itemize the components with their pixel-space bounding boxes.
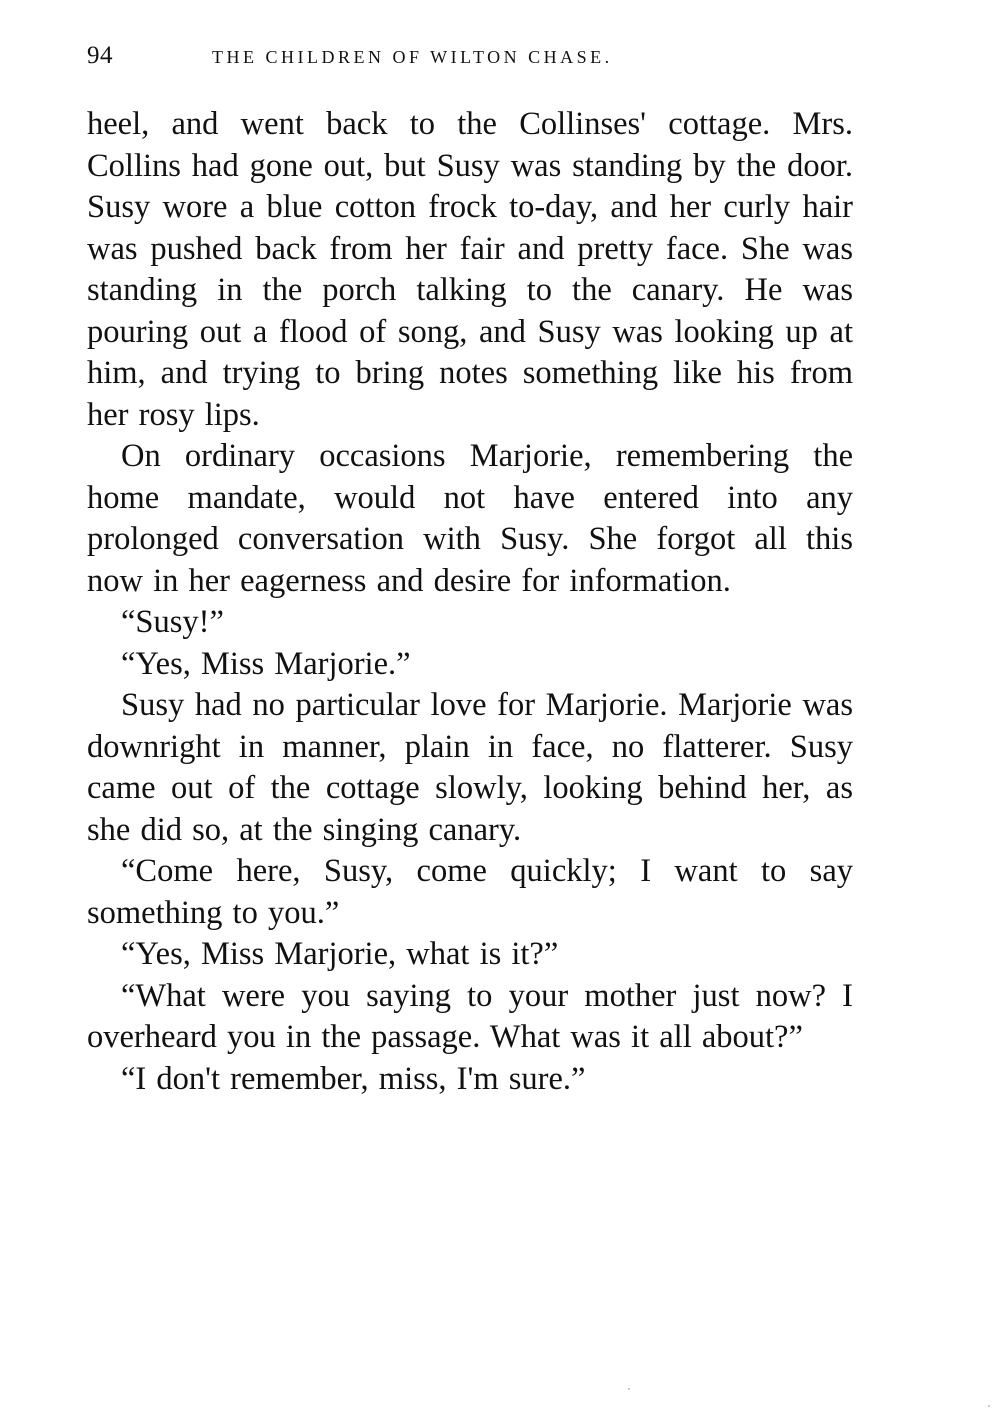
body-text — [87, 104, 853, 1100]
paragraph-susy-no-love: Susy had no particular love for Marjorie. Marjorie was downright in manner, plain in face, no flatterer. Susy came out of the cottage slowly, looking behind her, as she did so, at the singing canary. — [87, 687, 853, 848]
paragraph-ordinary-occasions: On ordinary occasions Marjorie, remembering the home mandate, would not have entered into any prolonged conversation with Susy. She forgot all this now in her eagerness and desire for information. — [87, 438, 853, 599]
paragraph-dialogue-dont-remember: “I don't remember, miss, I'm sure.” — [121, 1060, 586, 1097]
paragraph-dialogue-yes-miss: “Yes, Miss Marjorie.” — [121, 645, 411, 682]
running-head: THE CHILDREN OF WILTON CHASE. — [212, 47, 613, 67]
paper-speck — [628, 1388, 630, 1390]
paragraph-dialogue-what-is-it: “Yes, Miss Marjorie, what is it?” — [121, 936, 559, 972]
paragraph-dialogue-what-were-you-saying: “What were you saying to your mother just now? I overheard you in the passage. What was it all about?” — [87, 977, 853, 1055]
page-number: 94 — [87, 42, 113, 69]
paragraph-continuation: heel, and went back to the Collinses' cottage. Mrs. Collins had gone out, but Susy was standing by the door. Susy wore a blue cotton frock to-day, and her curly hair was pushed back from her fair and pretty face. She was standing in the porch talking to the canary. He was pouring out a flood of song, and Susy was looking up at him, and trying to bring notes something like his from her rosy lips. — [87, 106, 853, 433]
paragraph-dialogue-susy: “Susy!” — [121, 604, 224, 640]
paper-speck — [988, 1405, 990, 1407]
paragraph-dialogue-come-here: “Come here, Susy, come quickly; I want to say something to you.” — [87, 853, 853, 931]
page-header — [87, 42, 852, 82]
